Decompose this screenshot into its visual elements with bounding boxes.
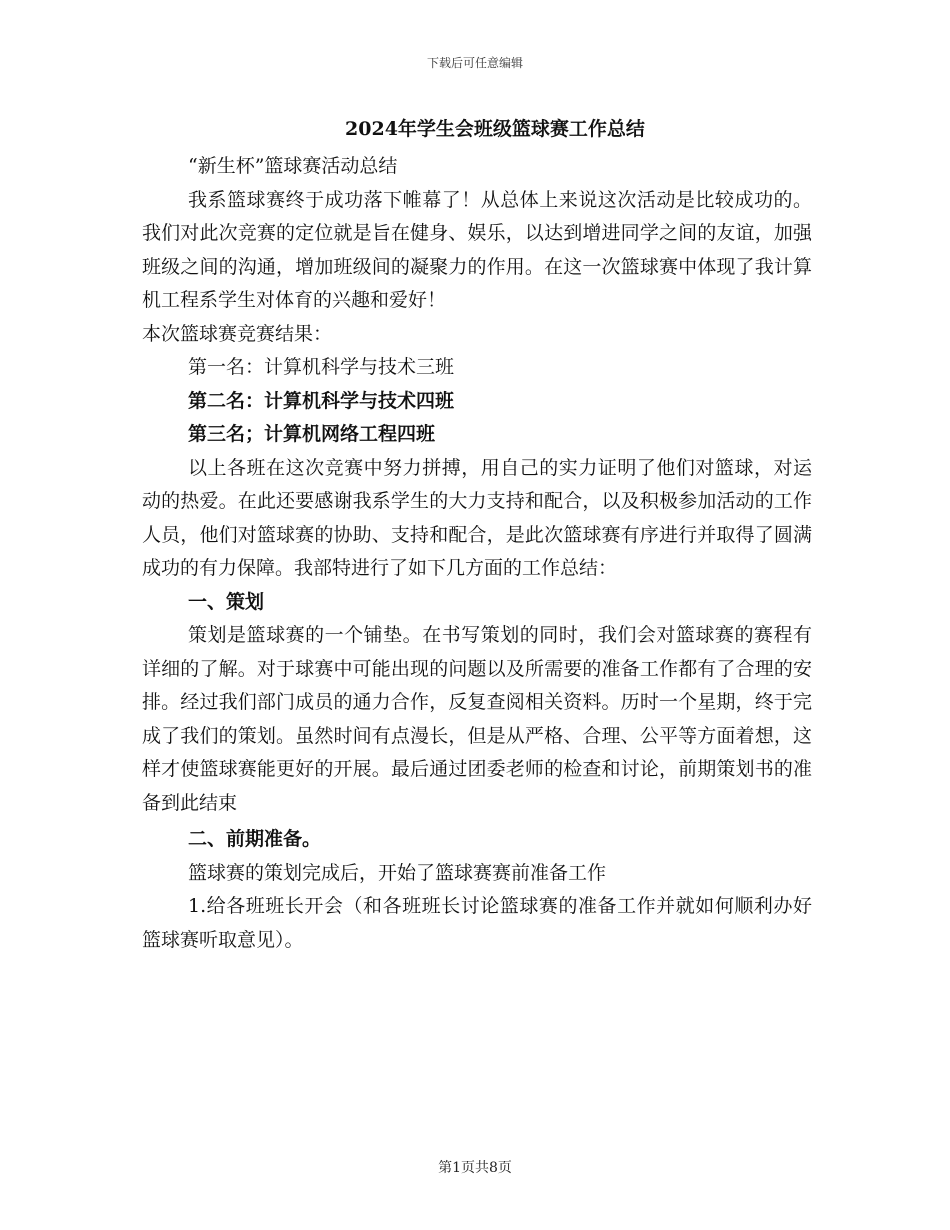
preparation-intro: 篮球赛的策划完成后，开始了篮球赛赛前准备工作	[188, 861, 607, 884]
result-third: 第三名；计算机网络工程四班	[188, 423, 436, 445]
planning-paragraph: 策划是篮球赛的一个铺垫。在书写策划的同时，我们会对篮球赛的赛程有详细的了解。对于球赛中可能出现的问题以及所需要的准备工作都有了合理的安排。经过我们部门成员的通力合作，反复查阅相关资料。历时一个星期，终于完成了我们的策划。虽然时间有点漫长，但是从严格、合理、公平等方面着想，这样才使篮球赛能更好的开展。最后通过团委老师的检查和讨论，前期策划书的准备到此结束	[142, 624, 812, 814]
intro-paragraph: 我系篮球赛终于成功落下帷幕了！从总体上来说这次活动是比较成功的。我们对此次竞赛的定位就是旨在健身、娱乐，以达到增进同学之间的友谊，加强班级之间的沟通，增加班级间的凝聚力的作用。在这一次篮球赛中体现了我计算机工程系学生对体育的兴趣和爱好！	[142, 188, 812, 311]
document-title: 2024年学生会班级篮球赛工作总结	[345, 118, 645, 140]
result-first: 第一名：计算机科学与技术三班	[188, 356, 455, 378]
subtitle: “新生杯”篮球赛活动总结	[188, 155, 398, 177]
document-body	[142, 150, 812, 957]
page-footer: 第1页共8页	[438, 1160, 512, 1176]
results-label: 本次篮球赛竞赛结果：	[142, 322, 333, 345]
thanks-paragraph: 以上各班在这次竞赛中努力拼搏，用自己的实力证明了他们对篮球，对运动的热爱。在此还要感谢我系学生的大力支持和配合，以及积极参加活动的工作人员，他们对篮球赛的协助、支持和配合，是此次篮球赛有序进行并取得了圆满成功的有力保障。我部特进行了如下几方面的工作总结：	[142, 456, 812, 579]
result-second: 第二名：计算机科学与技术四班	[188, 389, 455, 412]
section-heading-preparation: 二、前期准备。	[188, 828, 322, 850]
section-heading-planning: 一、策划	[188, 590, 265, 613]
header-note: 下载后可任意编辑	[426, 56, 523, 70]
preparation-item-1: 1.给各班班长开会（和各班班长讨论篮球赛的准备工作并就如何顺利办好篮球赛听取意见）。	[142, 895, 812, 951]
